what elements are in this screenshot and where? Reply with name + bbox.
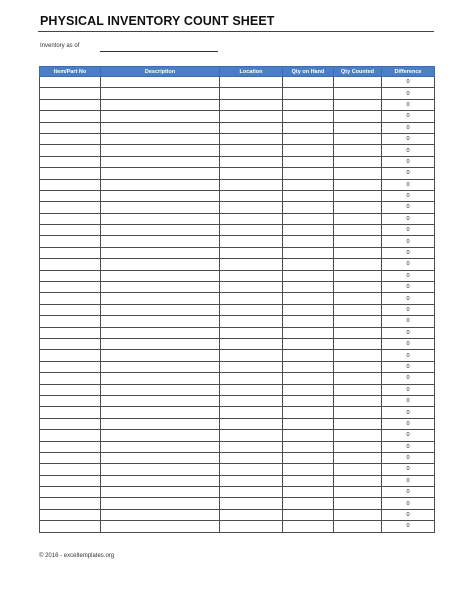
qty-on-hand-cell[interactable]: [283, 418, 334, 429]
table-row: [40, 498, 435, 509]
qty-on-hand-cell[interactable]: [283, 316, 334, 327]
difference-cell: 0: [382, 247, 435, 258]
qty-on-hand-cell[interactable]: [283, 327, 334, 338]
difference-cell: 0: [382, 145, 435, 156]
location-cell[interactable]: [220, 464, 283, 475]
table-row: [40, 282, 435, 293]
item-part-no-cell[interactable]: [40, 213, 101, 224]
location-cell[interactable]: [220, 327, 283, 338]
item-part-no-cell[interactable]: [40, 464, 101, 475]
description-cell[interactable]: [101, 190, 220, 201]
qty-on-hand-cell[interactable]: [283, 179, 334, 190]
table-row: [40, 304, 435, 315]
qty-counted-cell[interactable]: [334, 282, 382, 293]
item-part-no-cell[interactable]: [40, 304, 101, 315]
qty-counted-cell[interactable]: [334, 259, 382, 270]
description-cell[interactable]: [101, 88, 220, 99]
table-row: [40, 225, 435, 236]
table-row: [40, 464, 435, 475]
difference-cell: 0: [382, 475, 435, 486]
difference-cell: 0: [382, 77, 435, 88]
item-part-no-cell[interactable]: [40, 441, 101, 452]
table-row: [40, 384, 435, 395]
description-cell[interactable]: [101, 498, 220, 509]
location-cell[interactable]: [220, 338, 283, 349]
difference-cell: 0: [382, 133, 435, 144]
description-cell[interactable]: [101, 304, 220, 315]
table-row: [40, 395, 435, 406]
description-cell[interactable]: [101, 122, 220, 133]
description-cell[interactable]: [101, 259, 220, 270]
qty-counted-cell[interactable]: [334, 316, 382, 327]
location-cell[interactable]: [220, 498, 283, 509]
qty-on-hand-cell[interactable]: [283, 270, 334, 281]
qty-on-hand-cell[interactable]: [283, 145, 334, 156]
table-row: [40, 373, 435, 384]
item-part-no-cell[interactable]: [40, 282, 101, 293]
location-cell[interactable]: [220, 407, 283, 418]
item-part-no-cell[interactable]: [40, 338, 101, 349]
qty-counted-cell[interactable]: [334, 111, 382, 122]
table-row: [40, 145, 435, 156]
table-row: [40, 111, 435, 122]
qty-on-hand-cell[interactable]: [283, 487, 334, 498]
description-cell[interactable]: [101, 293, 220, 304]
qty-counted-cell[interactable]: [334, 452, 382, 463]
table-row: [40, 202, 435, 213]
item-part-no-cell[interactable]: [40, 236, 101, 247]
qty-counted-cell[interactable]: [334, 327, 382, 338]
table-row: [40, 487, 435, 498]
location-cell[interactable]: [220, 236, 283, 247]
qty-counted-cell[interactable]: [334, 498, 382, 509]
qty-counted-cell[interactable]: [334, 293, 382, 304]
qty-counted-cell[interactable]: [334, 190, 382, 201]
location-cell[interactable]: [220, 168, 283, 179]
column-header-qty-on-hand: Qty on Hand: [283, 67, 334, 77]
column-header-qty-counted: Qty Counted: [334, 67, 382, 77]
qty-on-hand-cell[interactable]: [283, 156, 334, 167]
table-row: [40, 122, 435, 133]
qty-on-hand-cell[interactable]: [283, 361, 334, 372]
item-part-no-cell[interactable]: [40, 407, 101, 418]
item-part-no-cell[interactable]: [40, 350, 101, 361]
difference-cell: 0: [382, 509, 435, 520]
qty-on-hand-cell[interactable]: [283, 452, 334, 463]
qty-on-hand-cell[interactable]: [283, 430, 334, 441]
location-cell[interactable]: [220, 521, 283, 532]
difference-cell: 0: [382, 521, 435, 532]
description-cell[interactable]: [101, 407, 220, 418]
qty-counted-cell[interactable]: [334, 418, 382, 429]
qty-counted-cell[interactable]: [334, 156, 382, 167]
qty-counted-cell[interactable]: [334, 247, 382, 258]
table-row: [40, 99, 435, 110]
item-part-no-cell[interactable]: [40, 327, 101, 338]
difference-cell: 0: [382, 190, 435, 201]
description-cell[interactable]: [101, 441, 220, 452]
description-cell[interactable]: [101, 168, 220, 179]
location-cell[interactable]: [220, 156, 283, 167]
qty-on-hand-cell[interactable]: [283, 475, 334, 486]
location-cell[interactable]: [220, 133, 283, 144]
item-part-no-cell[interactable]: [40, 156, 101, 167]
difference-cell: 0: [382, 156, 435, 167]
location-cell[interactable]: [220, 122, 283, 133]
description-cell[interactable]: [101, 145, 220, 156]
qty-counted-cell[interactable]: [334, 521, 382, 532]
qty-on-hand-cell[interactable]: [283, 441, 334, 452]
qty-on-hand-cell[interactable]: [283, 521, 334, 532]
description-cell[interactable]: [101, 395, 220, 406]
difference-cell: 0: [382, 487, 435, 498]
description-cell[interactable]: [101, 361, 220, 372]
qty-counted-cell[interactable]: [334, 236, 382, 247]
qty-counted-cell[interactable]: [334, 464, 382, 475]
difference-cell: 0: [382, 111, 435, 122]
difference-cell: 0: [382, 316, 435, 327]
qty-on-hand-cell[interactable]: [283, 259, 334, 270]
table-row: [40, 179, 435, 190]
difference-cell: 0: [382, 213, 435, 224]
table-row: [40, 293, 435, 304]
location-cell[interactable]: [220, 395, 283, 406]
item-part-no-cell[interactable]: [40, 430, 101, 441]
footer-copyright: © 2016 - exceltemplates.org: [39, 553, 115, 559]
qty-on-hand-cell[interactable]: [283, 373, 334, 384]
table-row: [40, 236, 435, 247]
title-divider: [38, 31, 434, 32]
item-part-no-cell[interactable]: [40, 373, 101, 384]
location-cell[interactable]: [220, 475, 283, 486]
description-cell[interactable]: [101, 327, 220, 338]
location-cell[interactable]: [220, 225, 283, 236]
column-header-location: Location: [220, 67, 283, 77]
qty-counted-cell[interactable]: [334, 487, 382, 498]
item-part-no-cell[interactable]: [40, 88, 101, 99]
item-part-no-cell[interactable]: [40, 293, 101, 304]
qty-counted-cell[interactable]: [334, 99, 382, 110]
table-row: [40, 213, 435, 224]
sheet-title: PHYSICAL INVENTORY COUNT SHEET: [40, 14, 275, 28]
qty-counted-cell[interactable]: [334, 202, 382, 213]
qty-counted-cell[interactable]: [334, 509, 382, 520]
qty-counted-cell[interactable]: [334, 213, 382, 224]
qty-on-hand-cell[interactable]: [283, 190, 334, 201]
description-cell[interactable]: [101, 282, 220, 293]
description-cell[interactable]: [101, 316, 220, 327]
difference-cell: 0: [382, 202, 435, 213]
table-row: [40, 521, 435, 532]
difference-cell: 0: [382, 122, 435, 133]
description-cell[interactable]: [101, 373, 220, 384]
table-row: [40, 509, 435, 520]
qty-counted-cell[interactable]: [334, 270, 382, 281]
difference-cell: 0: [382, 464, 435, 475]
table-header-row: [40, 67, 435, 77]
difference-cell: 0: [382, 304, 435, 315]
item-part-no-cell[interactable]: [40, 384, 101, 395]
location-cell[interactable]: [220, 452, 283, 463]
qty-counted-cell[interactable]: [334, 145, 382, 156]
difference-cell: 0: [382, 407, 435, 418]
qty-counted-cell[interactable]: [334, 430, 382, 441]
qty-counted-cell[interactable]: [334, 373, 382, 384]
qty-counted-cell[interactable]: [334, 361, 382, 372]
location-cell[interactable]: [220, 247, 283, 258]
location-cell[interactable]: [220, 77, 283, 88]
item-part-no-cell[interactable]: [40, 521, 101, 532]
table-row: [40, 327, 435, 338]
qty-counted-cell[interactable]: [334, 304, 382, 315]
item-part-no-cell[interactable]: [40, 225, 101, 236]
table-row: [40, 133, 435, 144]
item-part-no-cell[interactable]: [40, 99, 101, 110]
item-part-no-cell[interactable]: [40, 168, 101, 179]
item-part-no-cell[interactable]: [40, 395, 101, 406]
table-row: [40, 77, 435, 88]
location-cell[interactable]: [220, 282, 283, 293]
table-row: [40, 418, 435, 429]
location-cell[interactable]: [220, 350, 283, 361]
location-cell[interactable]: [220, 202, 283, 213]
difference-cell: 0: [382, 225, 435, 236]
qty-on-hand-cell[interactable]: [283, 202, 334, 213]
location-cell[interactable]: [220, 213, 283, 224]
description-cell[interactable]: [101, 202, 220, 213]
inventory-as-of-label: Inventory as of: [40, 43, 80, 49]
difference-cell: 0: [382, 327, 435, 338]
qty-on-hand-cell[interactable]: [283, 338, 334, 349]
qty-on-hand-cell[interactable]: [283, 282, 334, 293]
description-cell[interactable]: [101, 487, 220, 498]
inventory-count-table: [39, 66, 435, 533]
difference-cell: 0: [382, 259, 435, 270]
table-row: [40, 452, 435, 463]
qty-counted-cell[interactable]: [334, 133, 382, 144]
qty-on-hand-cell[interactable]: [283, 509, 334, 520]
location-cell[interactable]: [220, 304, 283, 315]
difference-cell: 0: [382, 441, 435, 452]
location-cell[interactable]: [220, 99, 283, 110]
location-cell[interactable]: [220, 441, 283, 452]
qty-on-hand-cell[interactable]: [283, 236, 334, 247]
item-part-no-cell[interactable]: [40, 111, 101, 122]
difference-cell: 0: [382, 384, 435, 395]
description-cell[interactable]: [101, 179, 220, 190]
qty-counted-cell[interactable]: [334, 122, 382, 133]
description-cell[interactable]: [101, 452, 220, 463]
location-cell[interactable]: [220, 293, 283, 304]
description-cell[interactable]: [101, 384, 220, 395]
qty-on-hand-cell[interactable]: [283, 247, 334, 258]
location-cell[interactable]: [220, 509, 283, 520]
difference-cell: 0: [382, 179, 435, 190]
qty-on-hand-cell[interactable]: [283, 407, 334, 418]
item-part-no-cell[interactable]: [40, 487, 101, 498]
description-cell[interactable]: [101, 225, 220, 236]
description-cell[interactable]: [101, 77, 220, 88]
qty-counted-cell[interactable]: [334, 395, 382, 406]
item-part-no-cell[interactable]: [40, 270, 101, 281]
difference-cell: 0: [382, 168, 435, 179]
description-cell[interactable]: [101, 236, 220, 247]
item-part-no-cell[interactable]: [40, 77, 101, 88]
location-cell[interactable]: [220, 190, 283, 201]
item-part-no-cell[interactable]: [40, 247, 101, 258]
location-cell[interactable]: [220, 487, 283, 498]
description-cell[interactable]: [101, 418, 220, 429]
difference-cell: 0: [382, 395, 435, 406]
item-part-no-cell[interactable]: [40, 361, 101, 372]
table-row: [40, 270, 435, 281]
qty-on-hand-cell[interactable]: [283, 350, 334, 361]
table-row: [40, 316, 435, 327]
qty-counted-cell[interactable]: [334, 338, 382, 349]
table-row: [40, 168, 435, 179]
difference-cell: 0: [382, 373, 435, 384]
description-cell[interactable]: [101, 338, 220, 349]
description-cell[interactable]: [101, 521, 220, 532]
description-cell[interactable]: [101, 270, 220, 281]
qty-on-hand-cell[interactable]: [283, 225, 334, 236]
item-part-no-cell[interactable]: [40, 190, 101, 201]
description-cell[interactable]: [101, 133, 220, 144]
table-row: [40, 190, 435, 201]
difference-cell: 0: [382, 452, 435, 463]
item-part-no-cell[interactable]: [40, 498, 101, 509]
location-cell[interactable]: [220, 111, 283, 122]
description-cell[interactable]: [101, 156, 220, 167]
item-part-no-cell[interactable]: [40, 122, 101, 133]
description-cell[interactable]: [101, 475, 220, 486]
qty-counted-cell[interactable]: [334, 441, 382, 452]
qty-on-hand-cell[interactable]: [283, 213, 334, 224]
difference-cell: 0: [382, 430, 435, 441]
qty-on-hand-cell[interactable]: [283, 293, 334, 304]
location-cell[interactable]: [220, 88, 283, 99]
location-cell[interactable]: [220, 418, 283, 429]
column-header-item-part-no: Item/Part No: [40, 67, 101, 77]
location-cell[interactable]: [220, 145, 283, 156]
item-part-no-cell[interactable]: [40, 133, 101, 144]
location-cell[interactable]: [220, 316, 283, 327]
qty-counted-cell[interactable]: [334, 407, 382, 418]
qty-on-hand-cell[interactable]: [283, 304, 334, 315]
qty-counted-cell[interactable]: [334, 77, 382, 88]
item-part-no-cell[interactable]: [40, 316, 101, 327]
qty-on-hand-cell[interactable]: [283, 99, 334, 110]
item-part-no-cell[interactable]: [40, 259, 101, 270]
qty-counted-cell[interactable]: [334, 168, 382, 179]
inventory-as-of-field[interactable]: [100, 51, 218, 52]
qty-counted-cell[interactable]: [334, 475, 382, 486]
table-row: [40, 441, 435, 452]
description-cell[interactable]: [101, 99, 220, 110]
difference-cell: 0: [382, 418, 435, 429]
description-cell[interactable]: [101, 111, 220, 122]
qty-on-hand-cell[interactable]: [283, 395, 334, 406]
difference-cell: 0: [382, 270, 435, 281]
table-row: [40, 88, 435, 99]
difference-cell: 0: [382, 498, 435, 509]
qty-counted-cell[interactable]: [334, 350, 382, 361]
item-part-no-cell[interactable]: [40, 509, 101, 520]
qty-on-hand-cell[interactable]: [283, 122, 334, 133]
qty-counted-cell[interactable]: [334, 179, 382, 190]
difference-cell: 0: [382, 236, 435, 247]
qty-counted-cell[interactable]: [334, 88, 382, 99]
location-cell[interactable]: [220, 259, 283, 270]
column-header-difference: Difference: [382, 67, 435, 77]
qty-on-hand-cell[interactable]: [283, 384, 334, 395]
qty-counted-cell[interactable]: [334, 384, 382, 395]
difference-cell: 0: [382, 88, 435, 99]
item-part-no-cell[interactable]: [40, 179, 101, 190]
table-row: [40, 338, 435, 349]
description-cell[interactable]: [101, 247, 220, 258]
item-part-no-cell[interactable]: [40, 452, 101, 463]
description-cell[interactable]: [101, 464, 220, 475]
qty-on-hand-cell[interactable]: [283, 133, 334, 144]
table-row: [40, 407, 435, 418]
qty-on-hand-cell[interactable]: [283, 88, 334, 99]
table-row: [40, 259, 435, 270]
table-row: [40, 247, 435, 258]
qty-on-hand-cell[interactable]: [283, 464, 334, 475]
item-part-no-cell[interactable]: [40, 475, 101, 486]
qty-counted-cell[interactable]: [334, 225, 382, 236]
difference-cell: 0: [382, 361, 435, 372]
table-row: [40, 475, 435, 486]
location-cell[interactable]: [220, 179, 283, 190]
difference-cell: 0: [382, 99, 435, 110]
location-cell[interactable]: [220, 373, 283, 384]
location-cell[interactable]: [220, 384, 283, 395]
table-row: [40, 156, 435, 167]
item-part-no-cell[interactable]: [40, 202, 101, 213]
qty-on-hand-cell[interactable]: [283, 168, 334, 179]
location-cell[interactable]: [220, 430, 283, 441]
location-cell[interactable]: [220, 361, 283, 372]
location-cell[interactable]: [220, 270, 283, 281]
item-part-no-cell[interactable]: [40, 145, 101, 156]
table-row: [40, 350, 435, 361]
table-row: [40, 361, 435, 372]
difference-cell: 0: [382, 282, 435, 293]
qty-on-hand-cell[interactable]: [283, 111, 334, 122]
item-part-no-cell[interactable]: [40, 418, 101, 429]
description-cell[interactable]: [101, 430, 220, 441]
difference-cell: 0: [382, 293, 435, 304]
qty-on-hand-cell[interactable]: [283, 498, 334, 509]
table-row: [40, 430, 435, 441]
description-cell[interactable]: [101, 350, 220, 361]
column-header-description: Description: [101, 67, 220, 77]
difference-cell: 0: [382, 338, 435, 349]
table-body: [40, 77, 435, 533]
description-cell[interactable]: [101, 509, 220, 520]
description-cell[interactable]: [101, 213, 220, 224]
difference-cell: 0: [382, 350, 435, 361]
qty-on-hand-cell[interactable]: [283, 77, 334, 88]
